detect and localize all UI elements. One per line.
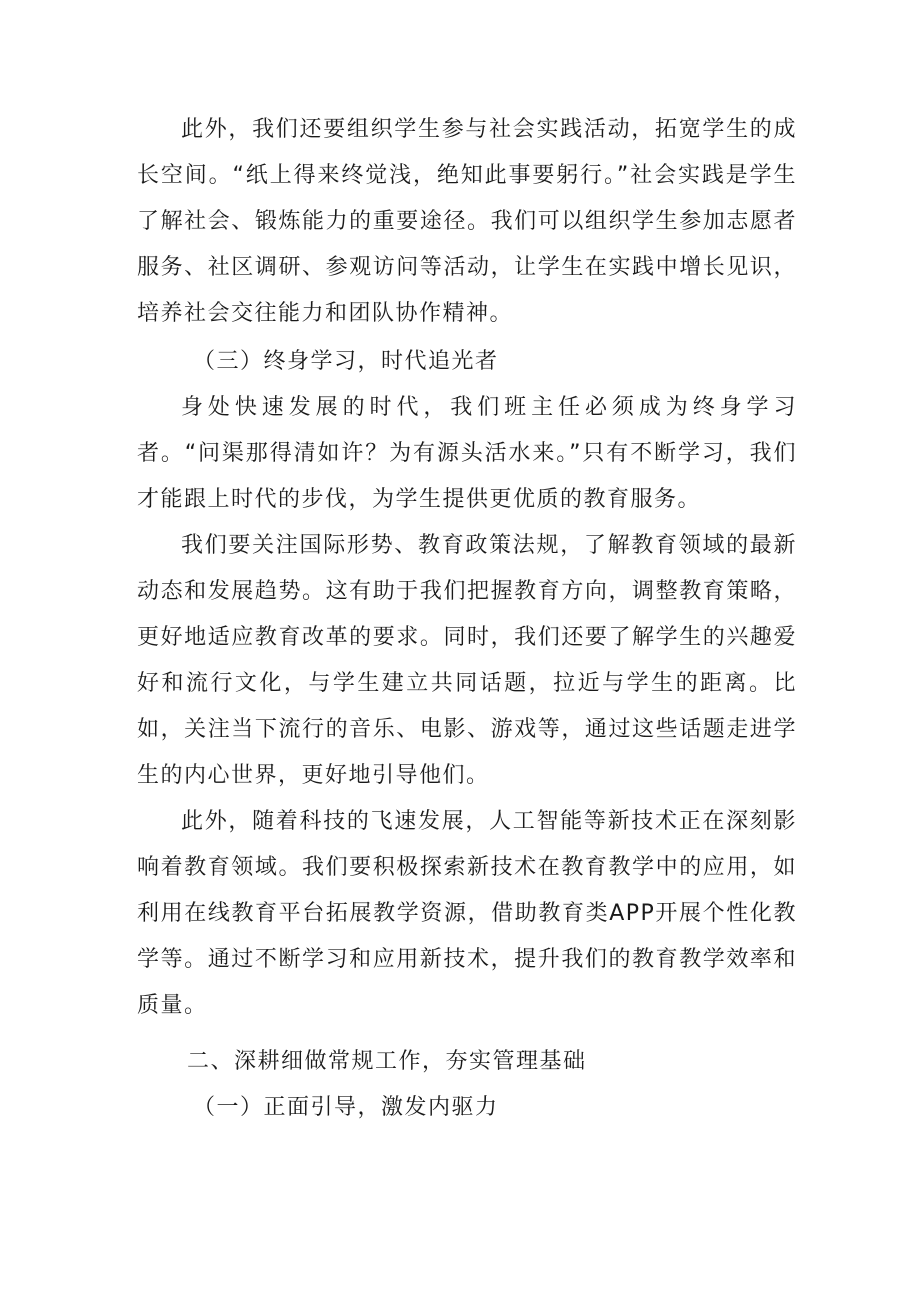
document-body [137,107,797,1131]
subheading-lifelong-learning: （三）终身学习，时代追光者 [193,349,499,374]
section-heading-routine-work: 二、深耕细做常规工作，夯实管理基础 [187,1049,587,1074]
paragraph-social-practice: 此外，我们还要组织学生参与社会实践活动，拓宽学生的成长空间。“纸上得来终觉浅，绝知此事要躬行。”社会实践是学生了解社会、锻炼能力的重要途径。我们可以组织学生参加志愿者服务、社区调研、参观访问等活动，让学生在实践中增长见识，培养社会交往能力和团队协作精神。 [137,117,797,326]
paragraph-education-trends: 我们要关注国际形势、教育政策法规，了解教育领域的最新动态和发展趋势。这有助于我们把握教育方向，调整教育策略，更好地适应教育改革的要求。同时，我们还要了解学生的兴趣爱好和流行文化，与学生建立共同话题，拉近与学生的距离。比如，关注当下流行的音乐、电影、游戏等，通过这些话题走进学生的内心世界，更好地引导他们。 [137,533,797,788]
subheading-positive-guidance: （一）正面引导，激发内驱力 [193,1095,499,1120]
paragraph-lifelong-learner: 身处快速发展的时代，我们班主任必须成为终身学习者。“问渠那得清如许？为有源头活水来。”只有不断学习，我们才能跟上时代的步伐，为学生提供更优质的教育服务。 [137,395,797,512]
paragraph-new-technology: 此外，随着科技的飞速发展，人工智能等新技术正在深刻影响着教育领域。我们要积极探索新技术在教育教学中的应用，如利用在线教育平台拓展教学资源，借助教育类APP开展个性化教学等。通过不断学习和应用新技术，提升我们的教育教学效率和质量。 [137,809,797,1018]
